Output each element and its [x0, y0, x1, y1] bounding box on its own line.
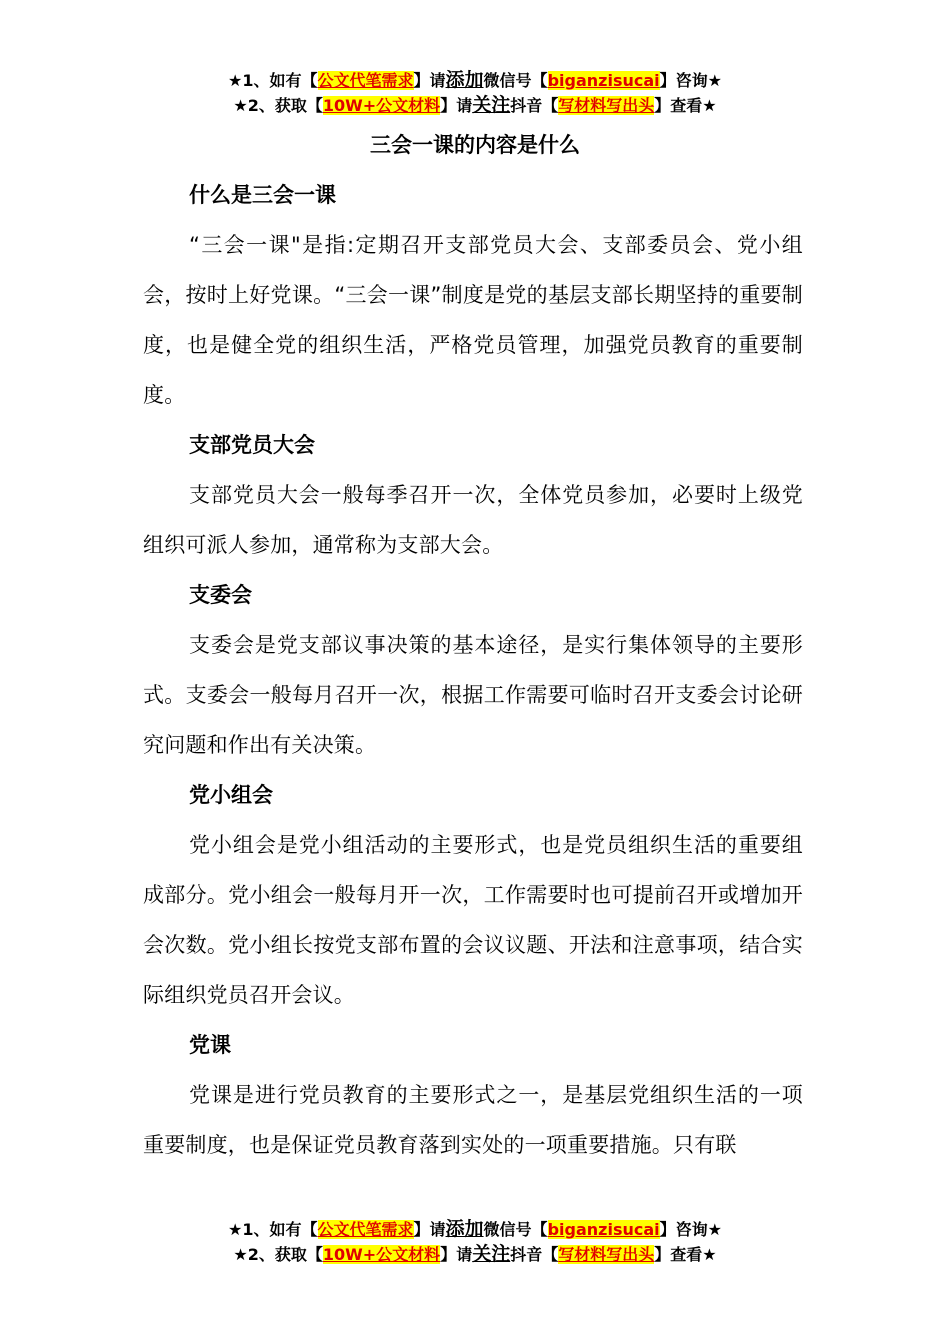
- promo-emphasis: 关注: [472, 94, 511, 116]
- header-promo-banner: [0, 68, 950, 118]
- section-heading: 党课: [189, 1033, 231, 1057]
- promo-text: ★1、如有【: [228, 1220, 318, 1239]
- promo-text: 】咨询★: [659, 71, 722, 90]
- promo-text: 】查看★: [654, 96, 717, 115]
- promo-text: 微信号【: [483, 1220, 548, 1239]
- section-paragraph: 支委会是党支部议事决策的基本途径，是实行集体领导的主要形式。支委会一般每月召开一次，根据工作需要可临时召开支委会讨论研究问题和作出有关决策。: [143, 633, 803, 757]
- promo-line-2: [0, 93, 950, 118]
- section-paragraph: “三会一课"是指:定期召开支部党员大会、支部委员会、党小组会，按时上好党课。“三会一课”制度是党的基层支部长期坚持的重要制度，也是健全党的组织生活，严格党员管理，加强党员教育的重要制度。: [143, 233, 803, 407]
- promo-douyin-name: 写材料写出头: [558, 96, 655, 115]
- promo-text: 抖音【: [510, 96, 559, 115]
- promo-highlight: 公文代笔需求: [317, 1220, 414, 1239]
- promo-wechat-id: biganzisucai: [547, 71, 660, 90]
- promo-douyin-name: 写材料写出头: [558, 1245, 655, 1264]
- promo-highlight: 10W+公文材料: [322, 1245, 441, 1264]
- footer-promo-banner: [0, 1217, 950, 1267]
- promo-text: 】请: [413, 71, 446, 90]
- section-paragraph: 支部党员大会一般每季召开一次，全体党员参加，必要时上级党组织可派人参加，通常称为支部大会。: [143, 483, 803, 557]
- section-paragraph: 党课是进行党员教育的主要形式之一，是基层党组织生活的一项重要制度，也是保证党员教育落到实处的一项重要措施。只有联: [143, 1083, 803, 1157]
- promo-line-2: [0, 1242, 950, 1267]
- promo-text: 】查看★: [654, 1245, 717, 1264]
- section-heading: 什么是三会一课: [189, 183, 336, 207]
- section-heading: 支部党员大会: [189, 433, 315, 457]
- promo-text: ★2、获取【: [233, 1245, 323, 1264]
- promo-emphasis: 添加: [445, 1218, 484, 1240]
- promo-text: 抖音【: [510, 1245, 559, 1264]
- promo-line-1: [0, 68, 950, 93]
- promo-text: 】请: [440, 1245, 473, 1264]
- promo-text: 】请: [413, 1220, 446, 1239]
- document-title: 三会一课的内容是什么: [370, 133, 580, 157]
- promo-text: ★1、如有【: [228, 71, 318, 90]
- section-heading: 党小组会: [189, 783, 273, 807]
- promo-text: 】请: [440, 96, 473, 115]
- promo-highlight: 10W+公文材料: [322, 96, 441, 115]
- promo-emphasis: 添加: [445, 69, 484, 91]
- promo-text: ★2、获取【: [233, 96, 323, 115]
- promo-text: 微信号【: [483, 71, 548, 90]
- promo-text: 】咨询★: [659, 1220, 722, 1239]
- promo-wechat-id: biganzisucai: [547, 1220, 660, 1239]
- section-heading: 支委会: [189, 583, 252, 607]
- promo-emphasis: 关注: [472, 1243, 511, 1265]
- promo-highlight: 公文代笔需求: [317, 71, 414, 90]
- document-body: [143, 170, 803, 1170]
- promo-line-1: [0, 1217, 950, 1242]
- section-paragraph: 党小组会是党小组活动的主要形式，也是党员组织生活的重要组成部分。党小组会一般每月开一次，工作需要时也可提前召开或增加开会次数。党小组长按党支部布置的会议议题、开法和注意事项，结合实际组织党员召开会议。: [143, 833, 803, 1007]
